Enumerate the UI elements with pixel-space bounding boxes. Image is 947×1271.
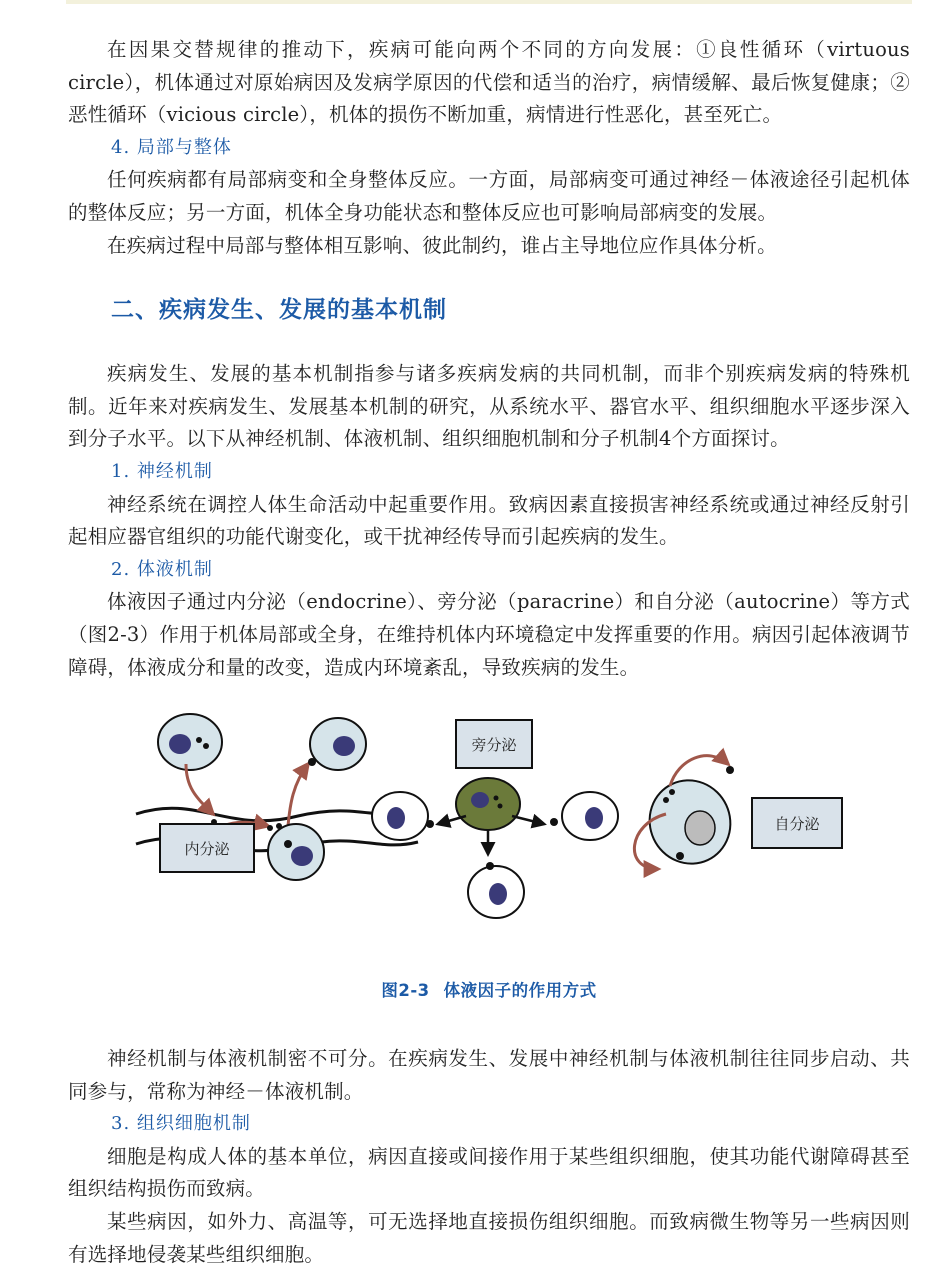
paragraph-local-whole-2: 在疾病过程中局部与整体相互影响、彼此制约，谁占主导地位应作具体分析。 bbox=[107, 233, 777, 257]
heading-tissue-cell-mechanism: 3. 组织细胞机制 bbox=[111, 1113, 251, 1135]
top-decoration-strip bbox=[66, 0, 912, 4]
endocrine-secretion-arrow bbox=[186, 764, 213, 814]
figure-caption-number: 图2-3 bbox=[381, 981, 430, 1001]
paragraph-local-whole-1: 任何疾病都有局部病变和全身整体反应。一方面，局部病变可通过神经－体液途径引起机体的整体反应；另一方面，机体全身功能状态和整体反应也可影响局部病变的发展。 bbox=[68, 168, 910, 224]
section-heading-basic-mechanisms: 二、疾病发生、发展的基本机制 bbox=[111, 296, 447, 324]
paragraph-vicious-virtuous-circle: 在因果交替规律的推动下，疾病可能向两个不同的方向发展：①良性循环（virtuous circle），机体通过对原始病因及发病学原因的代偿和适当的治疗，病情缓解、最后恢复健康；②恶性循环（vicious circle），机体的损伤不断加重，病情进行性恶化，甚至死亡。 bbox=[68, 38, 910, 127]
figure-diagram bbox=[68, 704, 910, 979]
endocrine-source-nucleus bbox=[169, 734, 191, 754]
heading-humoral-mechanism: 2. 体液机制 bbox=[111, 558, 213, 580]
paracrine-source-cell bbox=[456, 778, 520, 830]
paragraph-neural-mechanism: 神经系统在调控人体生命活动中起重要作用。致病因素直接损害神经系统或通过神经反射引起相应器官组织的功能代谢变化，或干扰神经传导而引起疾病的发生。 bbox=[68, 492, 910, 549]
heading-neural-mechanism: 1. 神经机制 bbox=[111, 460, 213, 482]
page-content bbox=[68, 34, 910, 1271]
figure-humoral-factor-modes bbox=[68, 704, 910, 979]
heading-local-and-whole: 4. 局部与整体 bbox=[111, 136, 232, 158]
figure-caption bbox=[68, 979, 910, 1003]
paracrine-label: 旁分泌 bbox=[471, 736, 517, 755]
figure-caption-title: 体液因子的作用方式 bbox=[443, 981, 597, 1001]
paragraph-humoral-mechanism: 体液因子通过内分泌（endocrine）、旁分泌（paracrine）和自分泌（autocrine）等方式（图2-3）作用于机体局部或全身，在维持机体内环境稳定中发挥重要的作用。病因引起体液调节障碍，体液成分和量的改变，造成内环境紊乱，导致疾病的发生。 bbox=[68, 590, 910, 679]
autocrine-label: 自分泌 bbox=[774, 815, 820, 834]
autocrine-panel bbox=[634, 756, 842, 877]
paragraph-tissue-cell-2: 某些病因，如外力、高温等，可无选择地直接损伤组织细胞。而致病微生物等另一些病因则有选择地侵袭某些组织细胞。 bbox=[68, 1210, 910, 1266]
paracrine-panel bbox=[372, 720, 618, 918]
autocrine-nucleus bbox=[685, 811, 715, 845]
paragraph-basic-mechanisms: 疾病发生、发展的基本机制指参与诸多疾病发病的共同机制，而非个别疾病发病的特殊机制。近年来对疾病发生、发展基本机制的研究，从系统水平、器官水平、组织细胞水平逐步深入到分子水平。以下从神经机制、体液机制、组织细胞机制和分子机制4个方面探讨。 bbox=[68, 362, 910, 451]
paragraph-tissue-cell-1: 细胞是构成人体的基本单位，病因直接或间接作用于某些组织细胞，使其功能代谢障碍甚至组织结构损伤而致病。 bbox=[68, 1144, 910, 1201]
paragraph-neuro-humoral: 神经机制与体液机制密不可分。在疾病发生、发展中神经机制与体液机制往往同步启动、共同参与，常称为神经－体液机制。 bbox=[68, 1047, 910, 1103]
endocrine-panel bbox=[136, 714, 418, 880]
paracrine-arrow-right bbox=[512, 816, 544, 824]
endocrine-label: 内分泌 bbox=[184, 840, 230, 859]
